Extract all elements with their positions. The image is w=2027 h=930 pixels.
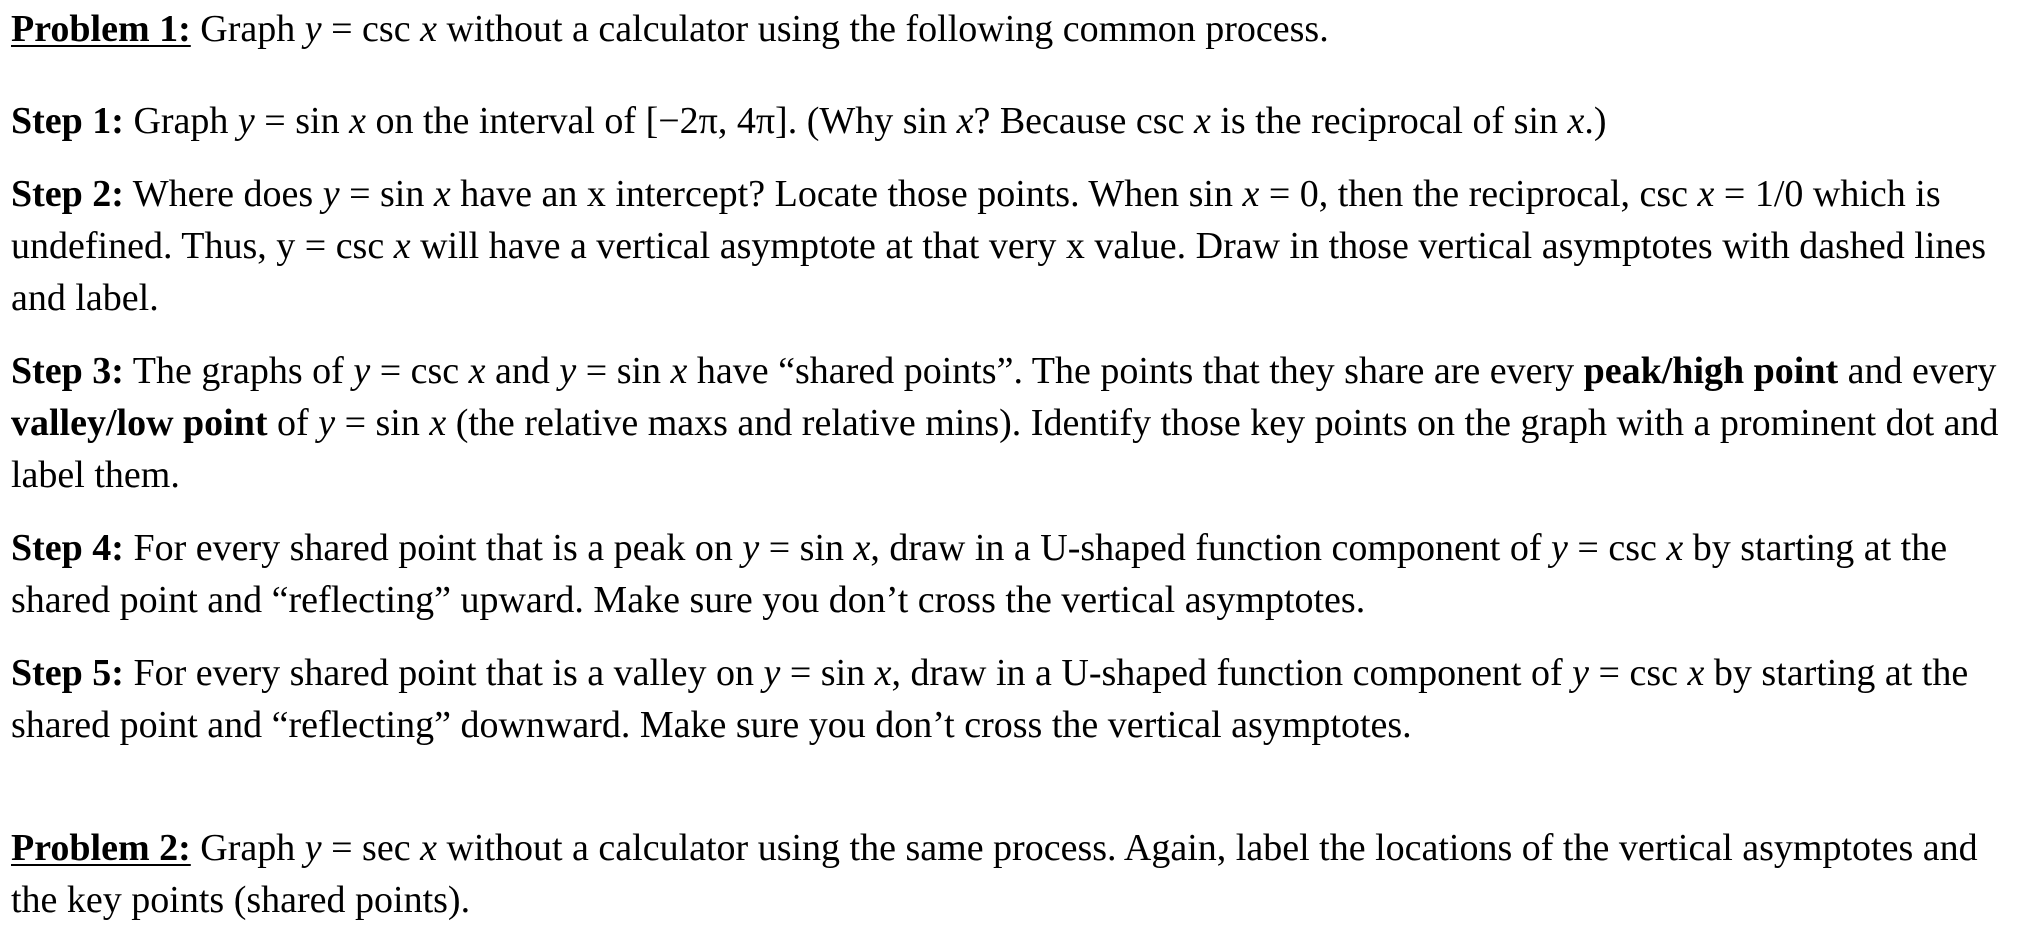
math-variable: x (349, 100, 366, 142)
math-variable: y (237, 100, 255, 142)
math-variable: x (1666, 527, 1684, 569)
step-2-text: Where does y = sin x have an x intercept? Locate those points. When sin x = 0, then the reciprocal, csc x = 1/0 which is undefined. Thus, y = csc x will have a vertical asymptote at that very x value. Draw in those vertical asymptotes with dashed lines and label. (11, 173, 1987, 319)
problem-1-text: Graph y = csc x without a calculator using the following common process. (190, 8, 1329, 50)
math-variable: y (304, 8, 322, 50)
step-5-text: For every shared point that is a valley on y = sin x, draw in a U-shaped function component of y = csc x by starting at the shared point and “reflecting” downward. Make sure you don’t cross the vertical asymptotes. (11, 652, 1969, 746)
step-2-paragraph (11, 168, 2021, 324)
math-variable: y (559, 350, 577, 392)
math-variable: y (742, 527, 760, 569)
math-variable: y (304, 827, 322, 869)
math-variable: x (468, 350, 486, 392)
problem-1-paragraph (11, 3, 2021, 55)
step-3-paragraph (11, 345, 2021, 501)
problem-2-text: Graph y = sec x without a calculator using the same process. Again, label the locations of the vertical asymptotes and the key points (shared points). (11, 827, 1978, 921)
math-variable: x (874, 652, 892, 694)
bold-phrase: valley/low point (11, 402, 268, 444)
math-variable: x (1687, 652, 1705, 694)
math-variable: x (956, 100, 974, 142)
math-variable: y (1572, 652, 1590, 694)
math-variable: x (670, 350, 688, 392)
bold-phrase: peak/high point (1583, 350, 1839, 392)
step-5-paragraph (11, 647, 2021, 751)
math-variable: y (763, 652, 781, 694)
step-4-text: For every shared point that is a peak on y = sin x, draw in a U-shaped function component of y = csc x by starting at the shared point and “reflecting” upward. Make sure you don’t cross the vertical asymptotes. (11, 527, 1948, 621)
step-1-label: Step 1: (11, 100, 124, 142)
math-variable: x (420, 8, 437, 50)
math-variable: y (318, 402, 336, 444)
math-variable: x (429, 402, 447, 444)
math-variable: x (420, 827, 437, 869)
math-variable: y (353, 350, 371, 392)
math-variable: x (1193, 100, 1211, 142)
math-variable: y (1551, 527, 1568, 569)
step-3-label: Step 3: (11, 350, 124, 392)
problem-1-label: Problem 1: (11, 8, 191, 50)
step-1-paragraph (11, 95, 2021, 147)
step-4-label: Step 4: (11, 527, 124, 569)
math-variable: x (393, 225, 411, 267)
problem-2-label: Problem 2: (11, 827, 191, 869)
step-4-paragraph (11, 522, 2021, 626)
math-variable: x (433, 173, 451, 215)
math-variable: x (1242, 173, 1260, 215)
math-variable: x (853, 527, 871, 569)
step-2-label: Step 2: (11, 173, 124, 215)
step-5-label: Step 5: (11, 652, 124, 694)
math-variable: x (1567, 100, 1585, 142)
step-3-text: The graphs of y = csc x and y = sin x have “shared points”. The points that they share are every peak/high point and every valley/low point of y = sin x (the relative maxs and relative mins). Identify those key points on the graph with a prominent dot and label them. (11, 350, 1999, 496)
step-1-text: Graph y = sin x on the interval of [−2π, 4π]. (Why sin x? Because csc x is the reciprocal of sin x.) (123, 100, 1607, 142)
problem-2-paragraph (11, 822, 2021, 926)
math-variable: x (1697, 173, 1715, 215)
math-variable: y (322, 173, 340, 215)
